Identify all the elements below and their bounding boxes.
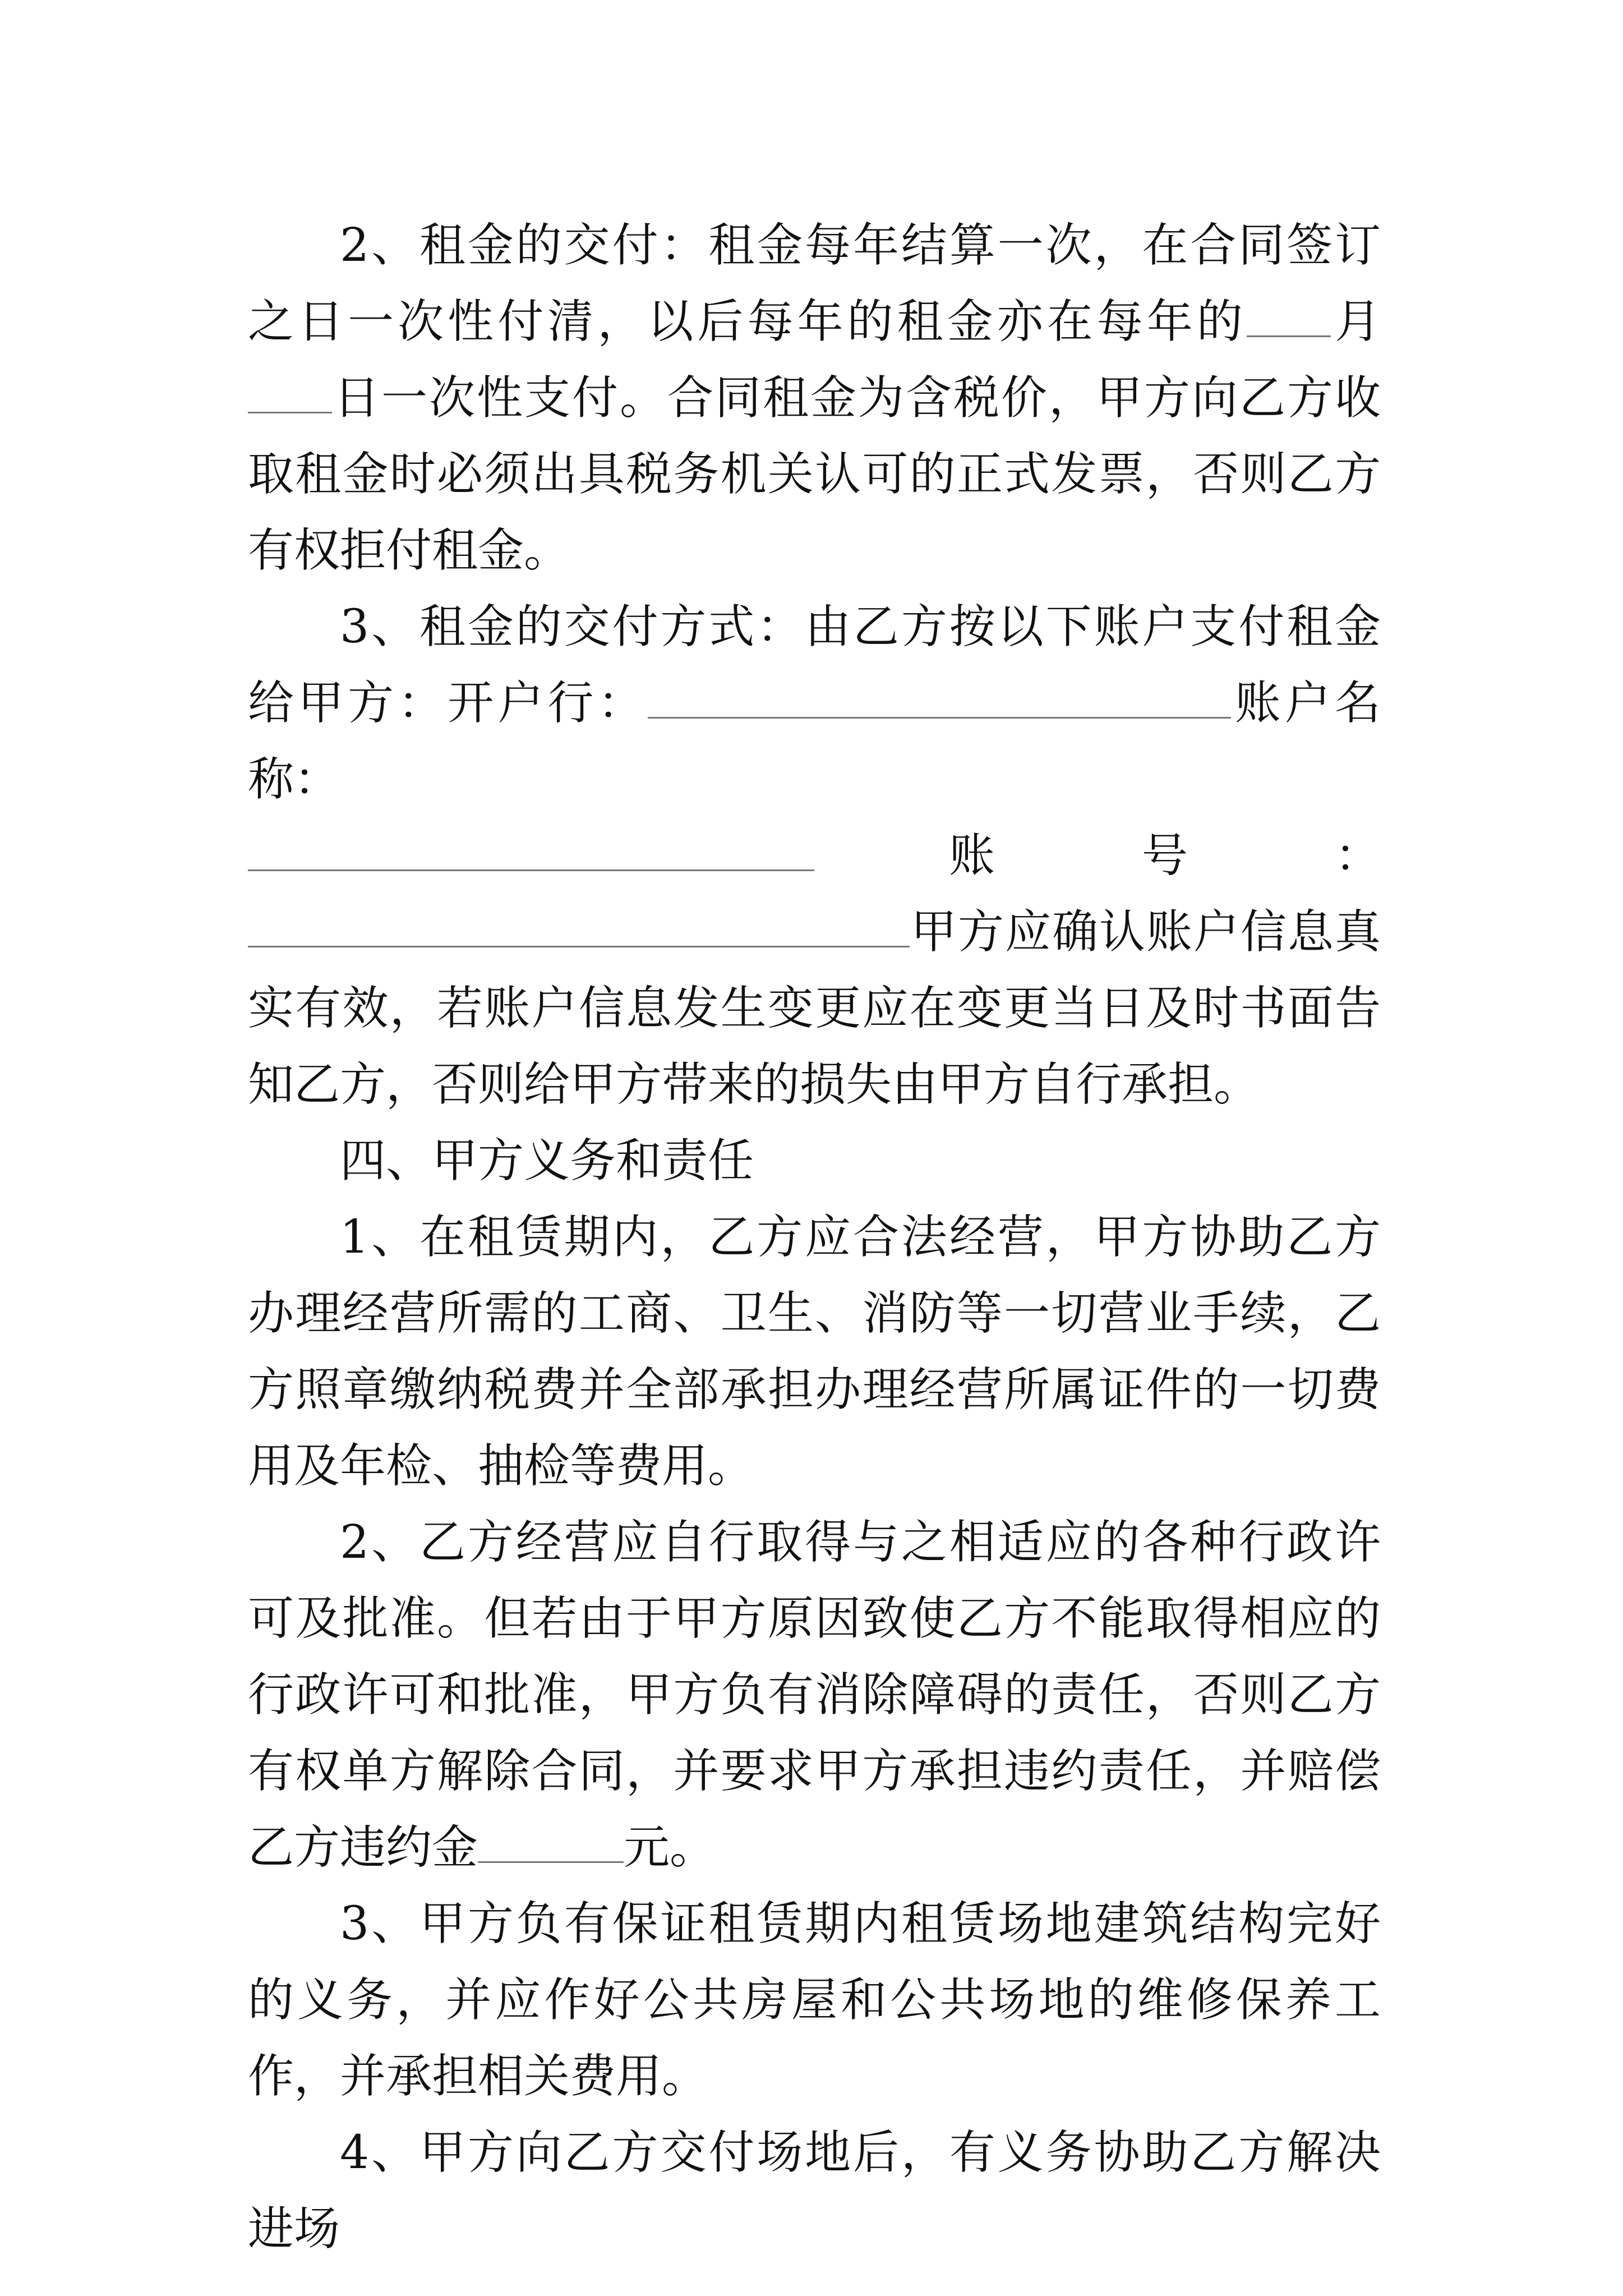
paragraph-4-1: 1、在租赁期内，乙方应合法经营，甲方协助乙方办理经营所需的工商、卫生、消防等一切营业手续，乙方照章缴纳税费并全部承担办理经营所属证件的一切费用及年检、抽检等费用。 xyxy=(248,1211,1381,1493)
month-blank xyxy=(1247,296,1331,337)
account-number-label xyxy=(949,818,1381,894)
day-blank xyxy=(248,372,332,413)
section-four-heading: 四、甲方义务和责任 xyxy=(340,1134,754,1188)
paragraph-account-confirm xyxy=(248,894,1381,1123)
penalty-unit: 元。 xyxy=(624,1821,716,1874)
account-name-label: 账户名称： xyxy=(248,677,1381,806)
paragraph-4-3: 3、甲方负有保证租赁期内租赁场地建筑结构完好的义务，并应作好公共房屋和公共场地的维修保养工作，并承担相关费用。 xyxy=(248,1897,1381,2103)
paragraph-4-2 xyxy=(248,1504,1381,1886)
month-label: 月 xyxy=(1330,295,1381,348)
account-confirm-text: 甲方应确认账户信息真实有效，若账户信息发生变更应在变更当日及时书面告知乙方，否则给甲方带来的损失由甲方自行承担。 xyxy=(248,905,1381,1111)
paragraph-payment-method xyxy=(248,589,1381,818)
payment-method-intro: 3、租金的交付方式：由乙方按以下账户支付租金给甲方：开户行： xyxy=(248,600,1381,730)
account-number-line xyxy=(248,818,1381,894)
paragraph-4-2-text: 2、乙方经营应自行取得与之相适应的各种行政许可及批准。但若由于甲方原因致使乙方不能取得相应的行政许可和批准，甲方负有消除障碍的责任，否则乙方有权单方解除合同，并要求甲方承担违约责任，并赔偿乙方违约金 xyxy=(248,1516,1381,1874)
paragraph-rent-settlement xyxy=(248,208,1381,589)
account-name-blank xyxy=(248,830,814,871)
penalty-amount-blank xyxy=(478,1822,624,1863)
rent-settlement-text: 2、租金的交付：租金每年结算一次，在合同签订之日一次性付清，以后每年的租金亦在每年的 xyxy=(248,219,1381,348)
account-number-char-1: 账 xyxy=(949,829,995,882)
account-number-blank xyxy=(248,907,910,947)
rent-settlement-text-cont: 日一次性支付。合同租金为含税价，甲方向乙方收取租金时必须出具税务机关认可的正式发票，否则乙方有权拒付租金。 xyxy=(248,371,1381,577)
account-number-char-2: 号 xyxy=(1141,829,1188,882)
account-number-colon: ： xyxy=(1334,829,1381,882)
contract-page xyxy=(248,208,1381,2267)
bank-name-blank xyxy=(648,678,1231,719)
paragraph-4-4: 4、甲方向乙方交付场地后，有义务协助乙方解决进场 xyxy=(248,2126,1381,2256)
